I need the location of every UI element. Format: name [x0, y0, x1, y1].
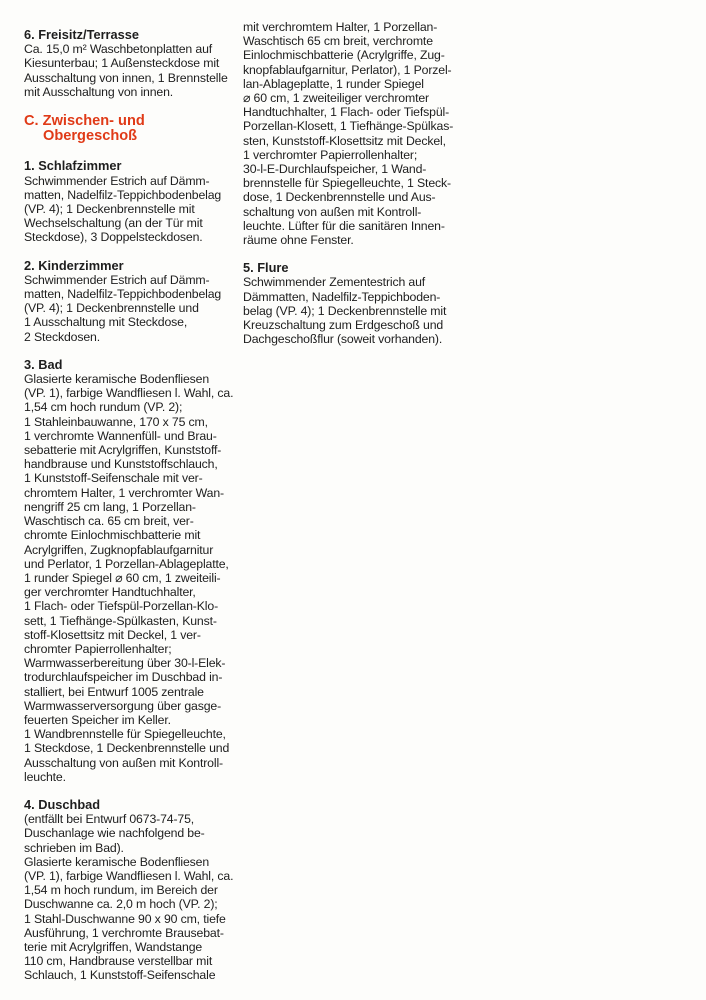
text-line: 1 Steckdose, 1 Deckenbrennstelle und — [24, 741, 230, 756]
text-line: terie mit Acrylgriffen, Wandstange — [24, 939, 203, 954]
left-column — [24, 28, 236, 983]
text-line: Steckdose), 3 Doppelsteckdosen. — [24, 230, 203, 245]
text-line: brennstelle für Spiegelleuchte, 1 Steck- — [243, 176, 451, 191]
text-line: 1 verchromte Wannenfüll- und Brau- — [24, 428, 217, 443]
text-line: Ausschaltung von innen, 1 Brennstelle — [24, 70, 228, 85]
text-line: 1 verchromter Papierrollenhalter; — [243, 147, 418, 162]
text-line: dose, 1 Deckenbrennstelle und Aus- — [243, 190, 436, 205]
text-line: 2 Steckdosen. — [24, 329, 100, 344]
text-line: Duschanlage wie nachfolgend be- — [24, 826, 205, 841]
text-line: (VP. 4); 1 Deckenbrennstelle mit — [24, 202, 195, 217]
text-line: sett, 1 Tiefhänge-Spülkasten, Kunst- — [24, 613, 217, 628]
text-line: 1 Flach- oder Tiefspül-Porzellan-Klo- — [24, 599, 219, 614]
text-line: Schwimmender Estrich auf Dämm- — [24, 272, 210, 287]
text-line: leuchte. Lüfter für die sanitären Innen- — [243, 218, 445, 233]
text-line: Porzellan-Klosett, 1 Tiefhänge-Spülkas- — [243, 119, 454, 134]
text-line: matten, Nadelfilz-Teppichbodenbelag — [24, 287, 222, 302]
section-body — [243, 275, 461, 346]
text-line: und Perlator, 1 Porzellan-Ablageplatte, — [24, 556, 229, 571]
text-line: (VP. 4); 1 Deckenbrennstelle und — [24, 301, 199, 316]
section-schlafzimmer — [24, 159, 236, 244]
text-line: 30-l-E-Durchlaufspeicher, 1 Wand- — [243, 162, 427, 177]
text-line: (entfällt bei Entwurf 0673-74-75, — [24, 812, 195, 827]
text-line: chromter Papierrollenhalter; — [24, 641, 172, 656]
text-line: handbrause und Kunststoffschlauch, — [24, 457, 218, 472]
text-line: Kreuzschaltung zum Erdgeschoß und — [243, 318, 444, 333]
text-line: ger verchromter Handtuchhalter, — [24, 585, 196, 600]
section-body — [24, 372, 236, 784]
text-line: schrieben im Bad). — [24, 840, 124, 855]
text-line: chromtem Halter, 1 verchromter Wan- — [24, 485, 224, 500]
text-line: knopfablaufgarnitur, Perlator), 1 Porzel- — [243, 62, 452, 77]
text-line: Dämmatten, Nadelfilz-Teppichboden- — [243, 289, 441, 304]
text-line: 1 Ausschaltung mit Steckdose, — [24, 315, 188, 330]
text-line: leuchte. — [24, 769, 66, 784]
text-line: Waschtisch ca. 65 cm breit, ver- — [24, 514, 194, 529]
text-line: Acrylgriffen, Zugknopfablaufgarnitur — [24, 542, 214, 557]
text-line: belag (VP. 4); 1 Deckenbrennstelle mit — [243, 303, 447, 318]
text-line: mit verchromtem Halter, 1 Porzellan- — [243, 20, 438, 34]
text-line: stalliert, bei Entwurf 1005 zentrale — [24, 684, 204, 699]
text-line: 1 Kunststoff-Seifenschale mit ver- — [24, 471, 203, 486]
section-heading: 5. Flure — [243, 260, 289, 276]
right-column — [243, 20, 461, 346]
text-line: 1,54 cm hoch rundum (VP. 2); — [24, 400, 183, 415]
text-line: schaltung von außen mit Kontroll- — [243, 204, 422, 219]
text-line: Ausschaltung von außen mit Kontroll- — [24, 755, 223, 770]
text-line: sebatterie mit Acrylgriffen, Kunststoff- — [24, 443, 222, 458]
text-line: Glasierte keramische Bodenfliesen — [24, 372, 210, 387]
chapter-title-line1: C. Zwischen- und — [24, 113, 145, 130]
section-heading: 4. Duschbad — [24, 796, 101, 812]
text-line: (VP. 1), farbige Wandfliesen l. Wahl, ca. — [24, 868, 234, 883]
text-line: 1 Stahleinbauwanne, 170 x 75 cm, — [24, 414, 208, 429]
text-line: Einlochmischbatterie (Acrylgriffe, Zug- — [243, 48, 445, 63]
text-line: 110 cm, Handbrause verstellbar mit — [24, 954, 213, 969]
text-line: Warmwasserversorgung über gasge- — [24, 698, 222, 713]
text-line: räume ohne Fenster. — [243, 233, 354, 248]
chapter-title-line2: Obergeschoß — [43, 128, 138, 145]
text-line: matten, Nadelfilz-Teppichbodenbelag — [24, 187, 222, 202]
text-line: mit Ausschaltung von innen. — [24, 84, 174, 99]
text-line: feuerten Speicher im Keller. — [24, 712, 171, 727]
text-line: lan-Ablageplatte, 1 runder Spiegel — [243, 76, 424, 91]
section-body — [24, 273, 236, 344]
section-body — [24, 174, 236, 245]
text-line: 1 Stahl-Duschwanne 90 x 90 cm, tiefe — [24, 911, 226, 926]
text-line: Dachgeschoßflur (soweit vorhanden). — [243, 332, 443, 347]
text-line: Ca. 15,0 m² Waschbetonplatten auf — [24, 42, 213, 57]
section-body — [243, 20, 461, 247]
text-line: Waschtisch 65 cm breit, verchromte — [243, 34, 433, 49]
text-line: stoff-Klosettsitz mit Deckel, 1 ver- — [24, 627, 201, 642]
text-line: 1 runder Spiegel ⌀ 60 cm, 1 zweiteili- — [24, 570, 221, 585]
chapter-heading-zwischen-obergeschoss — [24, 114, 236, 144]
text-line: Ausführung, 1 verchromte Brausebat- — [24, 925, 224, 940]
text-line: Schlauch, 1 Kunststoff-Seifenschale — [24, 968, 216, 983]
section-heading: 2. Kinderzimmer — [24, 257, 124, 273]
text-line: sten, Kunststoff-Klosettsitz mit Deckel, — [243, 133, 446, 148]
text-line: 1,54 m hoch rundum, im Bereich der — [24, 883, 218, 898]
section-heading: 1. Schlafzimmer — [24, 158, 122, 174]
section-body — [24, 42, 236, 99]
text-line: trodurchlaufspeicher im Duschbad in- — [24, 670, 223, 685]
section-heading: 3. Bad — [24, 356, 63, 372]
text-line: Schwimmender Estrich auf Dämm- — [24, 173, 210, 188]
section-duschbad-continued — [243, 20, 461, 247]
text-line: Warmwasserbereitung über 30-l-Elek- — [24, 656, 226, 671]
section-duschbad — [24, 798, 236, 983]
text-line: ⌀ 60 cm, 1 zweiteiliger verchromter — [243, 91, 429, 106]
section-bad — [24, 358, 236, 784]
text-line: Wechselschaltung (an der Tür mit — [24, 216, 203, 231]
text-line: chromte Einlochmischbatterie mit — [24, 528, 201, 543]
section-kinderzimmer — [24, 259, 236, 344]
text-line: Duschwanne ca. 2,0 m hoch (VP. 2); — [24, 897, 218, 912]
section-flure — [243, 261, 461, 346]
text-line: Kiesunterbau; 1 Außensteckdose mit — [24, 56, 220, 71]
text-line: Handtuchhalter, 1 Flach- oder Tiefspül- — [243, 105, 450, 120]
section-heading: 6. Freisitz/Terrasse — [24, 27, 139, 42]
section-body — [24, 812, 236, 982]
section-freisitz-terrasse — [24, 28, 236, 99]
text-line: nengriff 25 cm lang, 1 Porzellan- — [24, 499, 196, 514]
text-line: Glasierte keramische Bodenfliesen — [24, 854, 210, 869]
text-line: 1 Wandbrennstelle für Spiegelleuchte, — [24, 727, 226, 742]
text-line: (VP. 1), farbige Wandfliesen l. Wahl, ca. — [24, 386, 234, 401]
text-line: Schwimmender Zementestrich auf — [243, 275, 426, 290]
